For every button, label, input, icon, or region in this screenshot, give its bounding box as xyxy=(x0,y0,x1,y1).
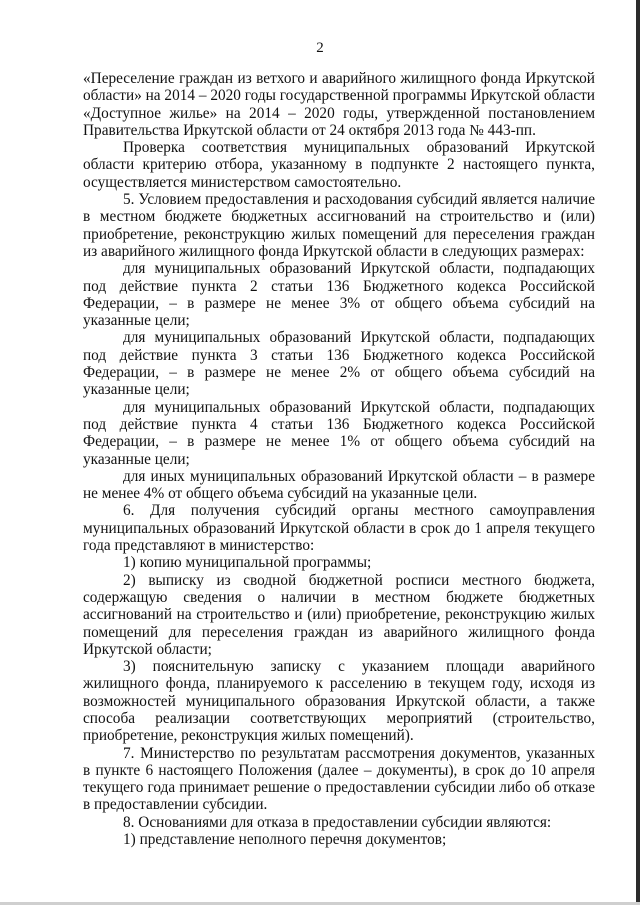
paragraph: 2) выписку из сводной бюджетной росписи местного бюджета, содержащую сведения о наличии в местном бюджете бюджетных ассигнований на строительство и (или) приобретение, реконструкцию жилых помещений для переселения граждан из аварийного жилищного фонда Иркутской области; xyxy=(83,571,595,658)
paragraph: «Переселение граждан из ветхого и аварийного жилищного фонда Иркутской области» на 2014 – 2020 годы государственной программы Иркутской области «Доступное жилье» на 2014 – 2020 годы, утвержденной постановлением Правительства Иркутской области от 24 октября 2013 года № 443-пп. xyxy=(83,70,595,139)
paragraph: 3) пояснительную записку с указанием площади аварийного жилищного фонда, планируемого к расселению в текущем году, исходя из возможностей муниципального образования Иркутской области, а также способа реализации соответствующих мероприятий (строительство, приобретение, реконструкция жилых помещений). xyxy=(83,658,595,745)
paragraph: 1) представление неполного перечня документов; xyxy=(123,831,447,849)
body-text xyxy=(83,70,595,848)
page-number: 2 xyxy=(316,40,324,56)
paragraph: 5. Условием предоставления и расходования субсидий является наличие в местном бюджете бюджетных ассигнований на строительство и (или) приобретение, реконструкцию жилых помещений для переселения граждан из аварийного жилищного фонда Иркутской области в следующих размерах: xyxy=(83,191,595,260)
paragraph: Проверка соответствия муниципальных образований Иркутской области критерию отбора, указанному в подпункте 2 настоящего пункта, осуществляется министерством самостоятельно. xyxy=(83,139,595,191)
paragraph: для муниципальных образований Иркутской области, подпадающих под действие пункта 2 статьи 136 Бюджетного кодекса Российской Федерации, – в размере не менее 3% от общего объема субсидий на указанные цели; xyxy=(83,260,595,330)
paragraph: 7. Министерство по результатам рассмотрения документов, указанных в пункте 6 настоящего Положения (далее – документы), в срок до 10 апреля текущего года принимает решение о предоставлении субсидии либо об отказе в предоставлении субсидии. xyxy=(83,744,595,814)
scan-edge-right xyxy=(636,0,640,905)
paragraph: 1) копию муниципальной программы; xyxy=(123,554,372,572)
paragraph: для муниципальных образований Иркутской области, подпадающих под действие пункта 3 статьи 136 Бюджетного кодекса Российской Федерации, – в размере не менее 2% от общего объема субсидий на указанные цели; xyxy=(83,329,595,399)
paragraph: для иных муниципальных образований Иркутской области – в размере не менее 4% от общего объема субсидий на указанные цели. xyxy=(83,467,595,503)
paragraph: 6. Для получения субсидий органы местного самоуправления муниципальных образований Иркутской области в срок до 1 апреля текущего года представляют в министерство: xyxy=(83,502,595,555)
paragraph: 8. Основаниями для отказа в предоставлении субсидии являются: xyxy=(123,813,552,831)
paragraph: для муниципальных образований Иркутской области, подпадающих под действие пункта 4 статьи 136 Бюджетного кодекса Российской Федерации, – в размере не менее 1% от общего объема субсидий на указанные цели; xyxy=(83,398,595,468)
